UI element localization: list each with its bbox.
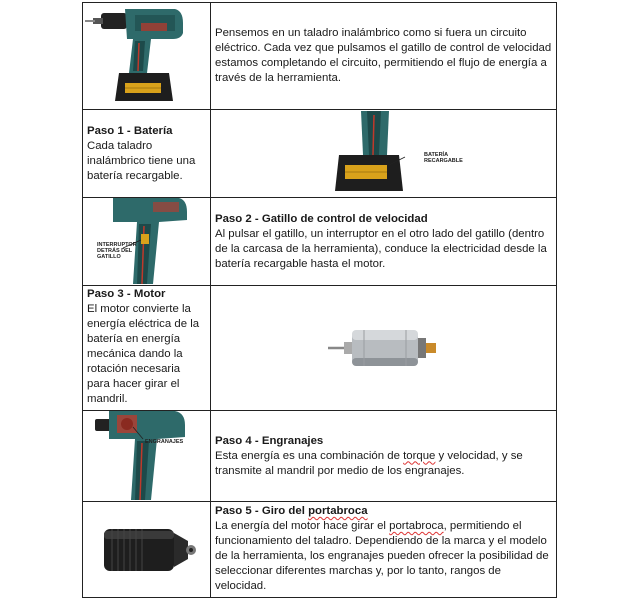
step-5-body-post: , permitiendo el funcionamiento del taladro. Dependiendo de la marca y el modelo de la herramienta, los engranajes pueden ofrecer la posibilidad de seleccionar diferentes marchas y, por lo tanto, rangos de velocidad. (215, 520, 549, 592)
step-3-image-cell (211, 286, 557, 411)
step-3-title: Paso 3 - Motor (87, 288, 166, 300)
chuck-illustration (92, 515, 202, 585)
step-5-body-pre: La energía del motor hace girar el (215, 520, 390, 532)
intro-text: Pensemos en un taladro inalámbrico como si fuera un circuito eléctrico. Cada vez que pulsamos el gatillo de control de velocidad estamos completando el circuito, permitiendo el flujo de energía a través de la herramienta. (215, 27, 552, 84)
step-1-row (83, 110, 557, 198)
step-5-body (215, 520, 549, 592)
step-2-image-cell (83, 198, 211, 286)
trigger-switch-label: INTERRUPTOR DETRÁS DEL GATILLO (97, 242, 137, 260)
step-4-title: Paso 4 - Engranajes (215, 434, 324, 447)
cordless-drill-illustration (83, 3, 209, 108)
intro-image-cell (83, 3, 211, 110)
step-2-text-cell (211, 198, 557, 286)
drill-explainer-table (82, 2, 557, 598)
step-1-title: Paso 1 - Batería (87, 124, 173, 137)
step-5-text-cell (211, 502, 557, 598)
step-4-text-cell (211, 411, 557, 502)
step-4-body-post: y velocidad, y se transmite al mandril por medio de los engranajes. (215, 449, 523, 477)
intro-row (83, 3, 557, 110)
step-2-body: Al pulsar el gatillo, un interruptor en el otro lado del gatillo (dentro de la carcasa de la herramienta), conduce la electricidad desde la batería recargable hasta el motor. (215, 227, 547, 270)
gears-illustration (83, 411, 209, 500)
step-3-text-cell (83, 286, 211, 411)
step-4-body-torque: torque (403, 449, 436, 462)
step-1-text-cell (83, 110, 211, 198)
step-5-image-cell (83, 502, 211, 598)
gears-label: ENGRANAJES (145, 439, 184, 445)
step-5-title-portabroca: portabroca (308, 505, 368, 517)
step-2-title: Paso 2 - Gatillo de control de velocidad (215, 212, 428, 225)
step-5-body-portabroca: portabroca (389, 520, 444, 532)
step-4-image-cell (83, 411, 211, 502)
step-1-image-cell (211, 110, 557, 198)
motor-illustration (324, 318, 444, 378)
battery-label: BATERÍA RECARGABLE (424, 152, 463, 164)
trigger-switch-illustration (83, 198, 209, 284)
step-4-body (215, 449, 552, 479)
step-3-row (83, 286, 557, 411)
step-5-title-pre: Paso 5 - Giro del (215, 505, 309, 517)
step-2-row (83, 198, 557, 286)
step-5-title (215, 504, 552, 519)
step-3-body: El motor convierte la energía eléctrica de la batería en energía mecánica dando la rotación necesaria para hacer girar el mandril. (87, 303, 200, 405)
step-4-body-pre: Esta energía es una combinación de (215, 449, 404, 462)
intro-text-cell (211, 3, 557, 110)
step-4-row (83, 411, 557, 502)
step-1-body: Cada taladro inalámbrico tiene una batería recargable. (87, 139, 196, 182)
step-5-row (83, 502, 557, 598)
